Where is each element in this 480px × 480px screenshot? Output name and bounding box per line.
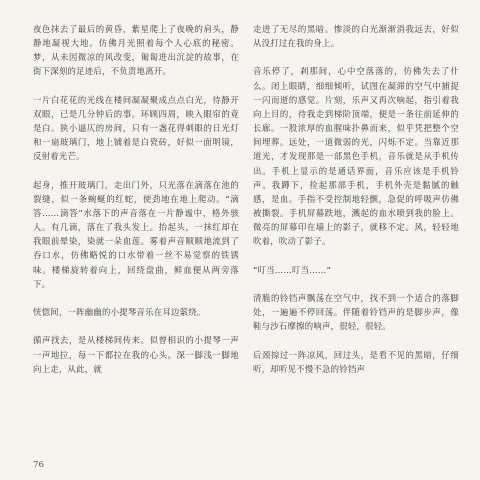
paragraph: 起身，推开玻璃门，走出门外，只光落在滴落在池的裂缝，似一条蜿蜒的红蛇，使劲地在地上爬动。“滴答……滴答”水落下的声音落在一片静谧中，格外骇人。有几滴，落在了我头发上。抬起头，一抹红却在我眼前晕染，染就一朵血莲。雾着声音顺顺地流到了吞口水，仿佛略悦的口水带着一丝不易觉察的铁锈味。楼梯旋转着向上，回绕盘曲，鲜血便从两旁落下。 — [33, 179, 239, 289]
paragraph: 循声找去，是从楼梯间传来。似曾相识的小提琴一声一声地拉，每一下都拉在我的心头。深一脚浅一脚地向上走，从此，就 — [33, 335, 239, 374]
paragraph: 走进了无尽的黑暗。惨淡的白光渐渐消我远去，好似从没打过在我的身上。 — [253, 24, 459, 49]
paragraph: 清脆的铃铛声飘荡在空气中，找不到一个适合的落脚处，一遍遍不停回荡。伴随着铃铛声的是脚步声，像鞋与沙石摩擦的响声，很轻，很轻。 — [253, 292, 459, 332]
paragraph: “叮当……叮当……” — [253, 264, 332, 275]
paragraph: 恍惚间，一阵幽幽的小提琴音乐在耳边萦绕。 — [33, 307, 206, 318]
page-number: 76 — [33, 460, 44, 470]
paragraph: 后颈掠过一阵凉风，回过头，是看不见的黑暗，仔细听，却听见不慢不急的铃铛声 — [253, 349, 459, 374]
paragraph: 夜色抹去了最后的黄昏，紫星爬上了夜晚的肩头，静静地凝视大地。仿佛月光照着每个人心底的秘密。梦，从未因微凉的风改变，匍匐进出沉淀的故事，在街下深刻的足迹后，不负责地离开。 — [33, 24, 239, 77]
paragraph: 音乐停了，剎那间，心中空落落的，仿佛失去了什么。闭上眼睛，细细倾听，试图在凝滞的空气中捕捉一闪而逝的感觉。片刻，乐声又再次响起，指引着我向上目的，待我走到梯阶顶端，便是一条往前延伸的长廊。一股浓厚的血腥味扑鼻而来，似乎凭把整个空间埋葬。远处，一道微弱的光，闪烁不定。当靠近那道光，才发现那是一部黑色手机，音乐就是从手机传出。手机上显示的是通话界面，音乐应该是手机铃声。我蹲下，捡起那部手机，手机外壳是黏腻的触感，是血。手指不受控制地轻颤，急促的呼吸声仿佛被撕裂。手机屏幕跌地，溅起的血水喷到我的脸上。微亮的屏幕印在墙上的影子，就移不定。风，轻轻地吹着，吹动了影子。 — [253, 66, 459, 247]
paragraph: 一片白花花的光线在楼间凝凝聚成点点白光，待静开双眼，已是几分钟后的事。环顾四周，映入眼帘的竟是白。狭小逼仄的房间，只有一盏花得刺眼的日光灯和一扇玻璃门，地上铺着是白瓷砖，好似一面明镜，反射着光芒。 — [33, 94, 239, 162]
right-column — [253, 22, 459, 376]
left-column — [33, 22, 239, 376]
